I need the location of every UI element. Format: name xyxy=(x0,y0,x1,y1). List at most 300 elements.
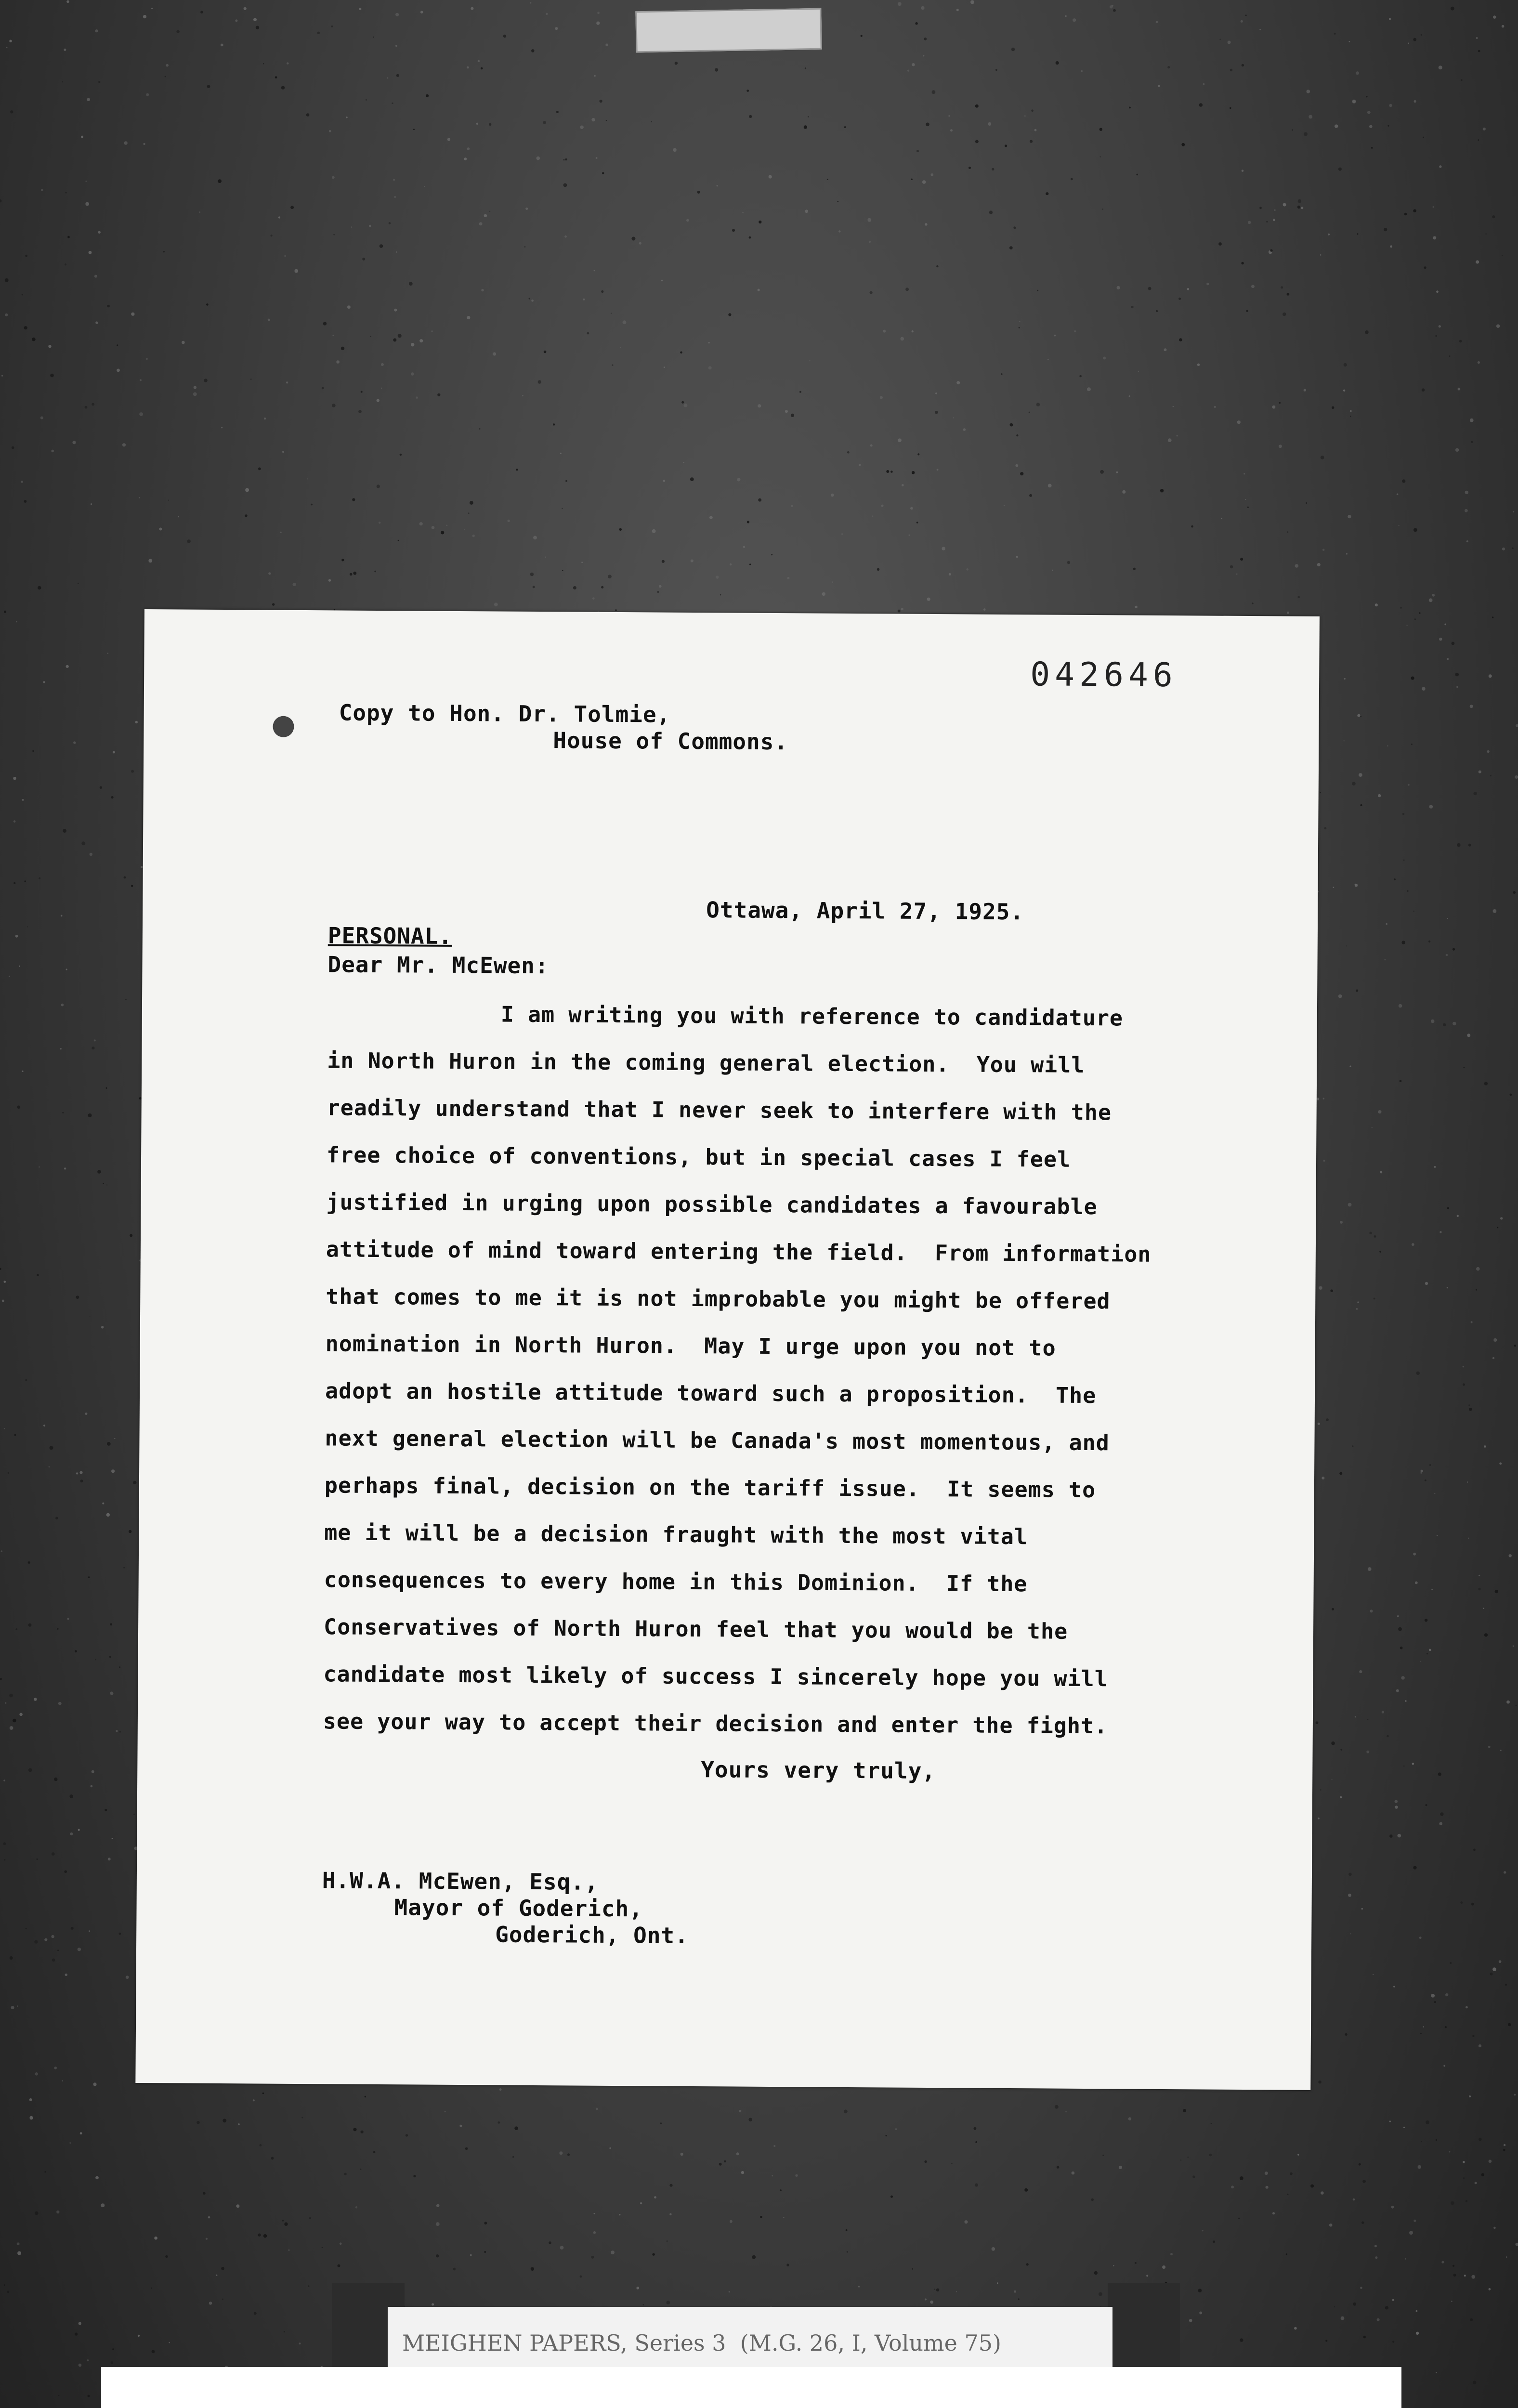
speckle-dot xyxy=(1466,2006,1468,2009)
speckle-dot xyxy=(138,2335,140,2337)
speckle-dot xyxy=(974,2127,977,2130)
speckle-dot xyxy=(529,298,530,299)
speckle-dot xyxy=(432,2303,434,2306)
speckle-dot xyxy=(1030,140,1033,143)
speckle-dot xyxy=(1128,2117,1132,2120)
speckle-dot xyxy=(1500,1217,1503,1219)
speckle-dot xyxy=(1434,2001,1436,2003)
speckle-dot xyxy=(311,504,313,506)
speckle-dot xyxy=(35,2212,39,2215)
speckle-dot xyxy=(1420,2033,1421,2034)
speckle-dot xyxy=(75,1650,77,1652)
speckle-dot xyxy=(275,76,277,79)
speckle-dot xyxy=(867,218,871,222)
speckle-dot xyxy=(1408,784,1410,786)
speckle-dot xyxy=(1428,941,1430,942)
speckle-dot xyxy=(910,507,913,510)
speckle-dot xyxy=(331,26,333,27)
speckle-dot xyxy=(1348,1203,1352,1207)
speckle-dot xyxy=(563,183,567,187)
speckle-dot xyxy=(936,2289,940,2292)
speckle-dot xyxy=(1047,359,1048,360)
speckle-dot xyxy=(389,222,391,224)
speckle-dot xyxy=(1472,2035,1474,2037)
speckle-dot xyxy=(1476,260,1479,263)
speckle-dot xyxy=(922,180,926,184)
speckle-dot xyxy=(1465,509,1468,512)
speckle-dot xyxy=(631,237,635,241)
speckle-dot xyxy=(1495,1590,1498,1593)
speckle-dot xyxy=(1332,1608,1334,1610)
speckle-dot xyxy=(715,68,718,72)
speckle-dot xyxy=(35,2072,38,2076)
speckle-dot xyxy=(861,35,863,37)
speckle-dot xyxy=(997,2282,998,2284)
speckle-dot xyxy=(1439,165,1441,168)
speckle-dot xyxy=(1439,65,1442,69)
speckle-dot xyxy=(165,2255,168,2258)
speckle-dot xyxy=(758,498,761,502)
speckle-dot xyxy=(1502,255,1503,256)
speckle-dot xyxy=(93,2082,96,2086)
speckle-dot xyxy=(1352,782,1356,785)
speckle-dot xyxy=(1081,70,1083,72)
speckle-dot xyxy=(1265,2172,1268,2175)
speckle-dot xyxy=(1371,147,1373,149)
speckle-dot xyxy=(207,85,210,88)
speckle-dot xyxy=(708,366,712,369)
speckle-dot xyxy=(87,98,90,101)
speckle-dot xyxy=(636,2287,639,2290)
body-line: consequences to every home in this Dominion. If the xyxy=(324,1567,1028,1597)
archive-label-card xyxy=(101,2367,1401,2408)
speckle-dot xyxy=(1287,612,1289,614)
speckle-dot xyxy=(1416,1372,1420,1375)
speckle-dot xyxy=(1,375,3,377)
speckle-dot xyxy=(1413,528,1417,532)
speckle-dot xyxy=(1493,1338,1497,1342)
speckle-dot xyxy=(1479,2044,1481,2047)
speckle-dot xyxy=(1240,558,1243,561)
speckle-dot xyxy=(1483,128,1486,131)
speckle-dot xyxy=(951,2163,952,2164)
speckle-dot xyxy=(562,508,563,509)
salutation: Dear Mr. McEwen: xyxy=(327,951,549,979)
speckle-dot xyxy=(1450,1962,1452,1964)
speckle-dot xyxy=(1117,286,1120,289)
place-date: Ottawa, April 27, 1925. xyxy=(706,897,1024,925)
speckle-dot xyxy=(935,411,938,414)
speckle-dot xyxy=(1366,96,1367,97)
speckle-dot xyxy=(264,418,266,419)
speckle-dot xyxy=(847,451,850,454)
speckle-dot xyxy=(1079,375,1082,378)
speckle-dot xyxy=(370,336,371,337)
speckle-dot xyxy=(895,2128,897,2130)
speckle-dot xyxy=(259,2144,262,2146)
speckle-dot xyxy=(508,520,510,522)
speckle-dot xyxy=(1429,1464,1431,1466)
speckle-dot xyxy=(88,2395,90,2397)
speckle-dot xyxy=(1353,2303,1356,2306)
speckle-dot xyxy=(1490,775,1492,776)
speckle-dot xyxy=(182,341,185,344)
speckle-dot xyxy=(1221,518,1222,519)
speckle-dot xyxy=(1408,43,1409,44)
speckle-dot xyxy=(907,70,909,72)
speckle-dot xyxy=(963,428,966,431)
speckle-dot xyxy=(1414,618,1416,620)
speckle-dot xyxy=(1479,1575,1480,1576)
speckle-dot xyxy=(41,189,43,191)
speckle-dot xyxy=(1508,2023,1511,2027)
speckle-dot xyxy=(436,2222,440,2226)
speckle-dot xyxy=(975,2184,978,2187)
speckle-dot xyxy=(95,2176,99,2179)
speckle-dot xyxy=(471,7,473,10)
speckle-dot xyxy=(1429,1649,1431,1651)
speckle-dot xyxy=(1057,2166,1060,2169)
speckle-dot xyxy=(664,366,665,368)
speckle-dot xyxy=(730,2220,733,2223)
speckle-dot xyxy=(1403,2127,1405,2128)
speckle-dot xyxy=(1359,1670,1362,1673)
speckle-dot xyxy=(992,168,994,170)
speckle-dot xyxy=(111,1469,115,1473)
speckle-dot xyxy=(332,404,336,407)
speckle-dot xyxy=(1026,2263,1029,2265)
speckle-dot xyxy=(1321,2191,1324,2195)
speckle-dot xyxy=(481,289,484,291)
speckle-dot xyxy=(1065,2111,1066,2112)
speckle-dot xyxy=(1395,1800,1398,1803)
speckle-dot xyxy=(1516,1705,1517,1706)
speckle-dot xyxy=(1413,911,1414,912)
speckle-dot xyxy=(1455,673,1459,677)
speckle-dot xyxy=(886,470,889,473)
speckle-dot xyxy=(758,404,761,407)
speckle-dot xyxy=(79,2322,81,2325)
speckle-dot xyxy=(1414,100,1416,103)
speckle-dot xyxy=(176,30,180,33)
speckle-dot xyxy=(1443,2065,1445,2067)
speckle-dot xyxy=(594,270,595,272)
speckle-dot xyxy=(12,446,14,449)
speckle-dot xyxy=(51,1935,54,1938)
speckle-dot xyxy=(640,2202,642,2204)
speckle-dot xyxy=(1484,1445,1486,1448)
speckle-dot xyxy=(1238,2218,1240,2219)
speckle-dot xyxy=(110,1623,112,1626)
speckle-dot xyxy=(1209,2154,1212,2157)
speckle-dot xyxy=(898,610,901,613)
speckle-dot xyxy=(1287,531,1288,533)
speckle-dot xyxy=(612,365,613,366)
speckle-dot xyxy=(481,67,483,70)
speckle-dot xyxy=(63,829,66,833)
address-line-1: H.W.A. McEwen, Esq., xyxy=(322,1867,599,1895)
speckle-dot xyxy=(1318,2081,1321,2083)
speckle-dot xyxy=(1024,115,1026,117)
speckle-dot xyxy=(1316,1721,1319,1724)
speckle-dot xyxy=(1489,2288,1491,2290)
speckle-dot xyxy=(1349,1066,1351,1067)
speckle-dot xyxy=(1361,804,1362,806)
speckle-dot xyxy=(110,1691,113,1695)
speckle-dot xyxy=(1461,79,1463,81)
speckle-dot xyxy=(284,2222,288,2225)
speckle-dot xyxy=(1425,1619,1427,1622)
speckle-dot xyxy=(64,1167,66,1169)
speckle-dot xyxy=(64,1871,67,1873)
speckle-dot xyxy=(1440,1812,1443,1816)
speckle-dot xyxy=(1434,1166,1436,1168)
speckle-dot xyxy=(206,2238,208,2240)
speckle-dot xyxy=(902,484,904,486)
speckle-dot xyxy=(178,516,180,518)
speckle-dot xyxy=(67,1618,69,1620)
speckle-dot xyxy=(1301,207,1303,209)
speckle-dot xyxy=(459,2125,462,2127)
speckle-dot xyxy=(1230,107,1231,109)
speckle-dot xyxy=(1445,1993,1448,1996)
speckle-dot xyxy=(956,381,960,384)
speckle-dot xyxy=(1413,38,1416,41)
speckle-dot xyxy=(1356,989,1358,992)
speckle-dot xyxy=(1259,207,1262,209)
speckle-dot xyxy=(1113,9,1116,12)
speckle-dot xyxy=(1447,1287,1448,1288)
speckle-dot xyxy=(1463,2161,1465,2163)
speckle-dot xyxy=(37,1858,38,1860)
speckle-dot xyxy=(680,352,682,354)
speckle-dot xyxy=(322,387,324,390)
speckle-dot xyxy=(1400,1080,1402,1082)
speckle-dot xyxy=(1407,890,1409,892)
speckle-dot xyxy=(1,1550,2,1552)
speckle-dot xyxy=(39,877,40,879)
speckle-dot xyxy=(50,374,54,378)
speckle-dot xyxy=(66,968,67,970)
speckle-dot xyxy=(1413,2220,1416,2222)
speckle-dot xyxy=(154,2237,157,2240)
speckle-dot xyxy=(1466,2200,1467,2202)
speckle-dot xyxy=(1318,1818,1320,1819)
speckle-dot xyxy=(1493,2227,1496,2229)
speckle-dot xyxy=(846,2229,848,2231)
speckle-dot xyxy=(1348,1873,1352,1876)
speckle-dot xyxy=(70,1832,73,1835)
speckle-dot xyxy=(1148,287,1152,290)
speckle-dot xyxy=(1065,15,1067,17)
speckle-dot xyxy=(925,2299,927,2301)
speckle-dot xyxy=(1415,1582,1418,1584)
speckle-dot xyxy=(758,289,760,291)
speckle-dot xyxy=(81,841,85,845)
speckle-dot xyxy=(103,1183,104,1184)
speckle-dot xyxy=(1183,2109,1186,2112)
speckle-dot xyxy=(1372,1127,1373,1128)
speckle-dot xyxy=(1516,2243,1518,2246)
speckle-dot xyxy=(1317,1098,1320,1100)
speckle-dot xyxy=(55,1517,58,1519)
speckle-dot xyxy=(308,2285,309,2287)
speckle-dot xyxy=(1375,2256,1377,2259)
speckle-dot xyxy=(1378,1110,1381,1113)
speckle-dot xyxy=(107,305,110,308)
speckle-dot xyxy=(1348,1894,1351,1897)
speckle-dot xyxy=(133,1814,134,1815)
speckle-dot xyxy=(379,522,380,523)
speckle-dot xyxy=(56,2211,59,2213)
speckle-dot xyxy=(565,480,567,482)
speckle-dot xyxy=(98,81,100,83)
speckle-dot xyxy=(594,75,596,77)
speckle-dot xyxy=(623,320,627,324)
speckle-dot xyxy=(256,26,259,29)
speckle-dot xyxy=(730,563,732,565)
speckle-dot xyxy=(271,235,273,236)
speckle-dot xyxy=(531,49,535,52)
speckle-dot xyxy=(1359,773,1362,777)
speckle-dot xyxy=(341,347,344,350)
speckle-dot xyxy=(25,255,27,257)
speckle-dot xyxy=(912,63,915,66)
speckle-dot xyxy=(1146,2275,1148,2277)
speckle-dot xyxy=(1361,2221,1364,2224)
speckle-dot xyxy=(17,2242,20,2245)
speckle-dot xyxy=(1113,2265,1114,2266)
speckle-dot xyxy=(8,1472,9,1474)
speckle-dot xyxy=(13,1719,16,1722)
speckle-dot xyxy=(1297,206,1300,209)
punch-hole xyxy=(273,716,294,737)
speckle-dot xyxy=(1516,724,1518,727)
speckle-dot xyxy=(1439,1231,1441,1233)
speckle-dot xyxy=(1052,570,1053,571)
speckle-dot xyxy=(194,386,196,389)
speckle-dot xyxy=(1162,2265,1165,2269)
speckle-dot xyxy=(620,347,621,348)
speckle-dot xyxy=(1425,1479,1426,1481)
speckle-dot xyxy=(935,393,937,394)
speckle-dot xyxy=(1055,2105,1059,2109)
speckle-dot xyxy=(992,2247,995,2251)
speckle-dot xyxy=(1199,2312,1202,2315)
speckle-dot xyxy=(531,300,534,302)
speckle-dot xyxy=(1422,687,1426,691)
speckle-dot xyxy=(673,148,677,152)
speckle-dot xyxy=(749,236,751,239)
speckle-dot xyxy=(1356,1308,1358,1310)
speckle-dot xyxy=(80,2132,82,2134)
speckle-dot xyxy=(1438,1772,1441,1776)
body-line: perhaps final, decision on the tariff issue. It seems to xyxy=(324,1472,1096,1503)
speckle-dot xyxy=(522,395,523,396)
speckle-dot xyxy=(1421,1470,1423,1472)
speckle-dot xyxy=(1304,389,1306,391)
speckle-dot xyxy=(1213,2240,1215,2243)
speckle-dot xyxy=(131,313,134,316)
speckle-dot xyxy=(1378,794,1381,797)
speckle-dot xyxy=(1506,2256,1507,2257)
speckle-dot xyxy=(2,1300,4,1302)
speckle-dot xyxy=(1230,565,1233,569)
speckle-dot xyxy=(924,38,927,40)
speckle-dot xyxy=(1433,236,1436,239)
speckle-dot xyxy=(663,480,666,482)
speckle-dot xyxy=(204,379,207,382)
speckle-dot xyxy=(1318,1423,1320,1425)
speckle-dot xyxy=(1259,29,1261,30)
speckle-dot xyxy=(741,2171,744,2174)
speckle-dot xyxy=(135,721,138,723)
speckle-dot xyxy=(1228,40,1231,44)
speckle-dot xyxy=(1230,69,1233,72)
speckle-dot xyxy=(1310,2185,1314,2188)
speckle-dot xyxy=(1431,1994,1435,1998)
speckle-dot xyxy=(479,428,481,430)
speckle-dot xyxy=(1281,286,1283,288)
speckle-dot xyxy=(151,2288,152,2289)
speckle-dot xyxy=(187,539,191,543)
speckle-dot xyxy=(263,63,264,64)
speckle-dot xyxy=(1091,2199,1094,2201)
speckle-dot xyxy=(1360,716,1361,717)
speckle-dot xyxy=(912,2268,913,2270)
speckle-dot xyxy=(601,290,603,293)
speckle-dot xyxy=(333,335,334,336)
speckle-dot xyxy=(1340,1749,1342,1751)
speckle-dot xyxy=(95,29,98,32)
speckle-dot xyxy=(10,1726,13,1730)
speckle-dot xyxy=(1167,66,1170,68)
speckle-dot xyxy=(245,514,247,517)
speckle-dot xyxy=(643,2304,644,2305)
speckle-dot xyxy=(1211,2123,1212,2124)
speckle-dot xyxy=(1341,2316,1345,2320)
speckle-dot xyxy=(1509,1554,1512,1557)
speckle-dot xyxy=(58,1702,62,1705)
speckle-dot xyxy=(917,453,919,455)
speckle-dot xyxy=(143,15,146,18)
speckle-dot xyxy=(146,93,149,96)
speckle-dot xyxy=(870,445,873,447)
speckle-dot xyxy=(54,1778,57,1781)
speckle-dot xyxy=(1387,125,1389,127)
speckle-dot xyxy=(1405,2258,1406,2259)
speckle-dot xyxy=(1236,574,1238,575)
speckle-dot xyxy=(747,521,749,523)
speckle-dot xyxy=(344,2173,347,2175)
speckle-dot xyxy=(1361,1908,1363,1910)
speckle-dot xyxy=(13,777,16,780)
speckle-dot xyxy=(1400,1647,1403,1649)
speckle-dot xyxy=(1416,2310,1418,2312)
speckle-dot xyxy=(565,158,567,160)
speckle-dot xyxy=(1116,471,1118,473)
speckle-dot xyxy=(1514,2094,1516,2096)
speckle-dot xyxy=(1421,2141,1422,2142)
speckle-dot xyxy=(780,2189,782,2191)
speckle-dot xyxy=(294,269,298,273)
speckle-dot xyxy=(1160,489,1164,492)
speckle-dot xyxy=(130,1234,132,1237)
speckle-dot xyxy=(1500,1750,1501,1751)
speckle-dot xyxy=(1475,2182,1477,2184)
speckle-dot xyxy=(1309,115,1312,119)
speckle-dot xyxy=(329,130,331,132)
